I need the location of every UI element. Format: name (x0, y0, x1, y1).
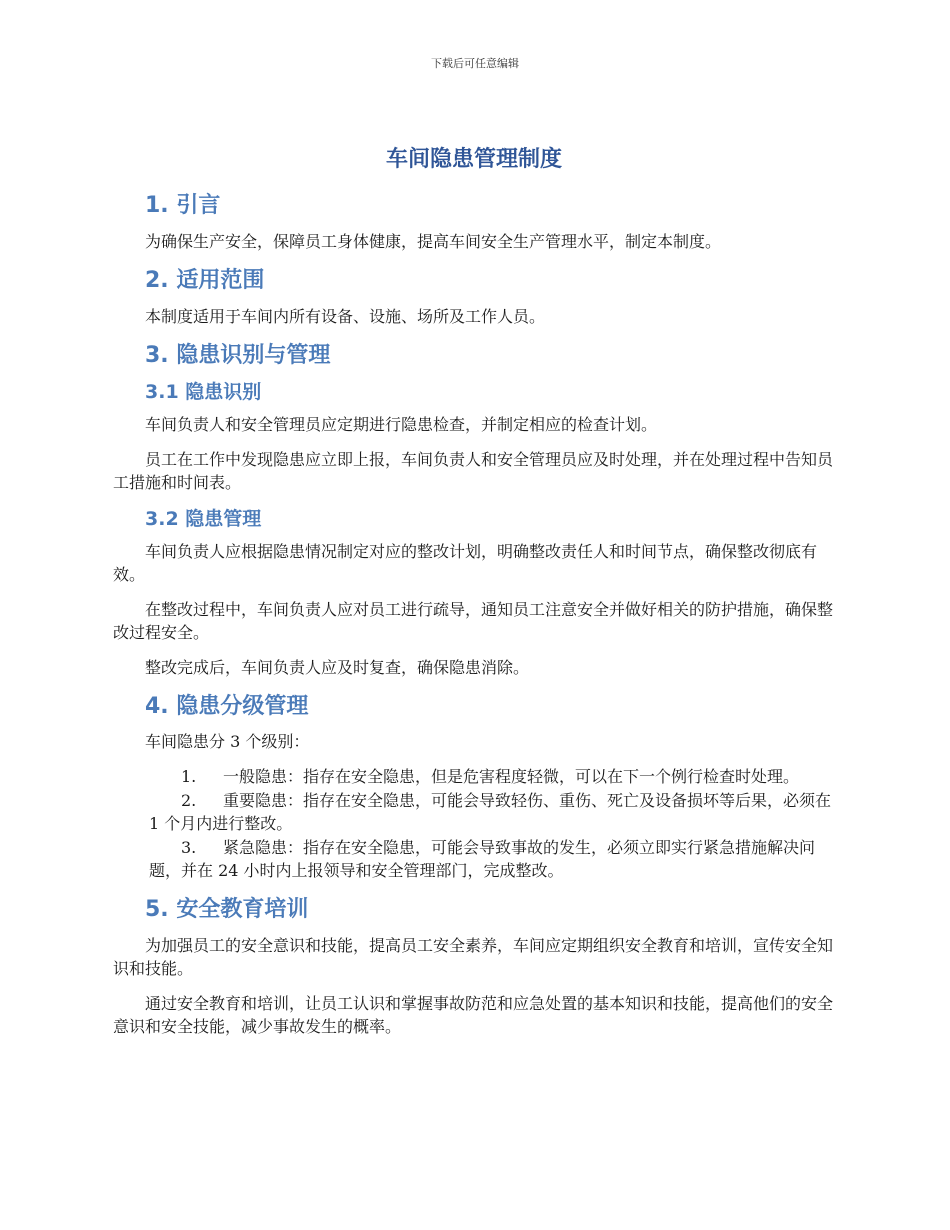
list-item (149, 789, 835, 835)
section-heading: 2. 适用范围 (145, 267, 265, 293)
hazard-level-list (113, 765, 835, 882)
subsection-heading: 3.2 隐患管理 (145, 508, 262, 531)
section-introduction (113, 190, 835, 253)
section-heading: 4. 隐患分级管理 (145, 693, 309, 719)
list-item-text: 重要隐患：指存在安全隐患，可能会导致轻伤、重伤、死亡及设备损坏等后果，必须在 1 个月内进行整改。 (149, 791, 832, 834)
section-hazard-grading (113, 691, 835, 883)
list-item (149, 765, 835, 788)
section-heading: 3. 隐患识别与管理 (145, 342, 331, 368)
list-item-text: 一般隐患：指存在安全隐患，但是危害程度轻微，可以在下一个例行检查时处理。 (223, 767, 800, 787)
paragraph: 为加强员工的安全意识和技能，提高员工安全素养，车间应定期组织安全教育和培训，宣传安全知识和技能。 (113, 936, 834, 979)
section-heading: 5. 安全教育培训 (145, 897, 309, 923)
section-scope (113, 265, 835, 328)
paragraph: 车间隐患分 3 个级别： (145, 732, 310, 752)
paragraph: 本制度适用于车间内所有设备、设施、场所及工作人员。 (145, 306, 546, 326)
paragraph: 员工在工作中发现隐患应立即上报，车间负责人和安全管理员应及时处理，并在处理过程中告知员工措施和时间表。 (113, 450, 834, 493)
document-title: 车间隐患管理制度 (385, 147, 562, 172)
section-heading: 1. 引言 (145, 192, 221, 218)
list-item-number: 2. (181, 791, 197, 811)
paragraph: 整改完成后，车间负责人应及时复查，确保隐患消除。 (145, 657, 530, 677)
list-item-text: 紧急隐患：指存在安全隐患，可能会导致事故的发生，必须立即实行紧急措施解决问题，并在 24 小时内上报领导和安全管理部门，完成整改。 (149, 838, 816, 881)
paragraph: 为确保生产安全，保障员工身体健康，提高车间安全生产管理水平，制定本制度。 (145, 231, 722, 251)
paragraph: 车间负责人应根据隐患情况制定对应的整改计划，明确整改责任人和时间节点，确保整改彻底有效。 (113, 541, 818, 584)
section-safety-training (113, 894, 835, 1038)
subsection-heading: 3.1 隐患识别 (145, 381, 262, 404)
list-item (149, 836, 835, 882)
paragraph: 通过安全教育和培训，让员工认识和掌握事故防范和应急处置的基本知识和技能，提高他们的安全意识和安全技能，减少事故发生的概率。 (113, 994, 834, 1037)
paragraph: 车间负责人和安全管理员应定期进行隐患检查，并制定相应的检查计划。 (145, 415, 658, 435)
document-body (113, 145, 835, 1050)
list-item-number: 3. (181, 838, 197, 858)
page-header-note: 下载后可任意编辑 (431, 57, 519, 70)
paragraph: 在整改过程中，车间负责人应对员工进行疏导，通知员工注意安全并做好相关的防护措施，确保整改过程安全。 (113, 599, 834, 642)
list-item-number: 1. (181, 767, 197, 787)
section-hazard-identification-management (113, 340, 835, 679)
